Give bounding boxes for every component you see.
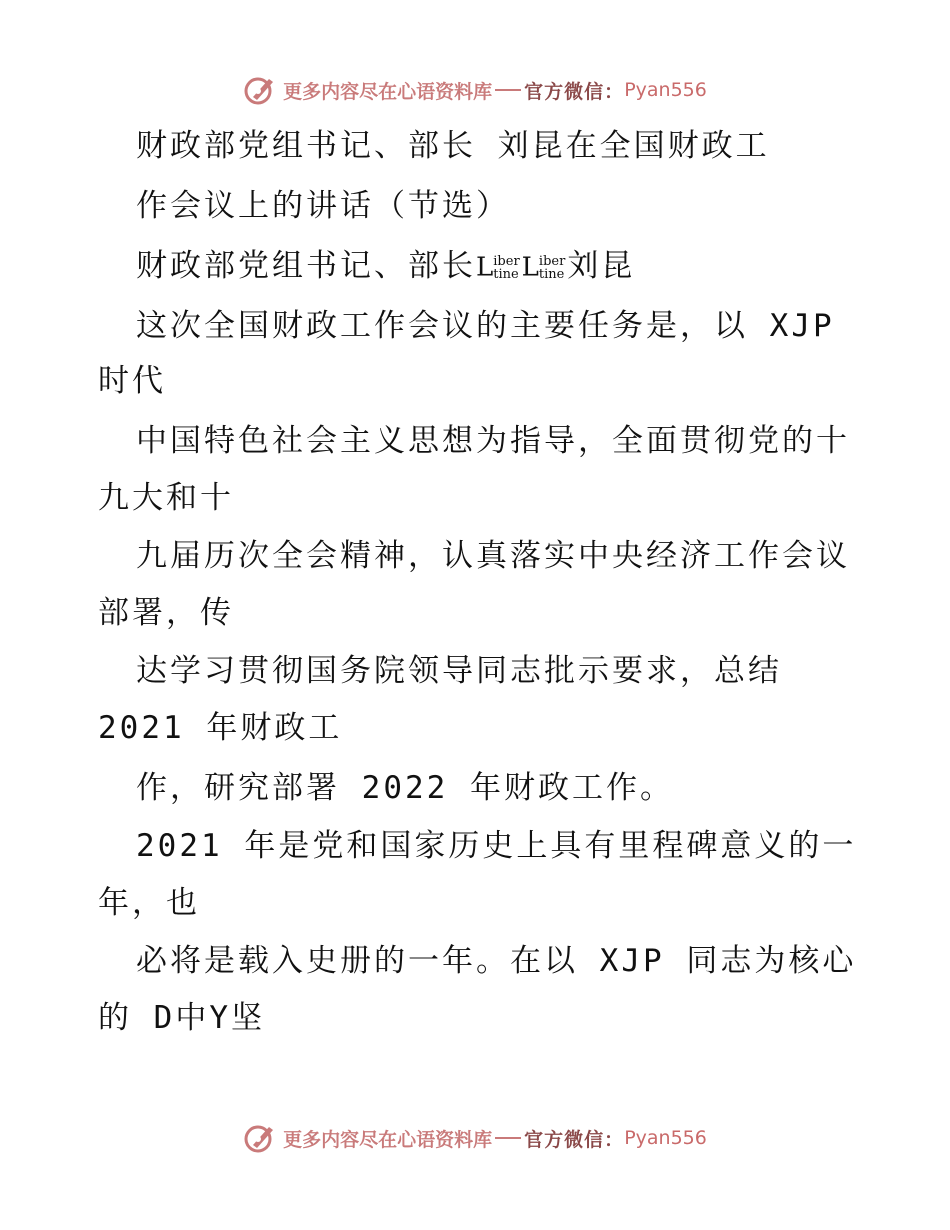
text-line: 2021 年是党和国家历史上具有里程碑意义的一 [136,828,857,864]
ligature-glyph: Liber tine [521,252,566,282]
ligature-glyph: Liber tine [476,252,520,282]
text-line: 作会议上的讲话（节选） [136,188,510,224]
text-line: 九大和十 [98,480,234,516]
watermark-text: 更多内容尽在心语资料库 [283,1128,493,1151]
watermark-wechat-id: Pyan556 [624,1127,707,1149]
watermark-footer [0,1118,950,1158]
watermark-wechat-label: 官方微信： [524,1128,625,1151]
text-segment: 刘昆 [567,248,636,284]
watermark-dash [495,89,521,91]
text-line: 达学习贯彻国务院领导同志批示要求，总结 [136,653,782,689]
watermark-dash [495,1137,521,1139]
text-line: 的 D中Y坚 [98,1000,265,1036]
text-line: 中国特色社会主义思想为指导，全面贯彻党的十 [136,423,850,459]
text-line-with-ligature [136,238,635,294]
text-line: 这次全国财政工作会议的主要任务是，以 XJP [136,308,835,344]
text-line: 必将是载入史册的一年。在以 XJP 同志为核心 [136,943,857,979]
pen-logo-icon [243,73,277,107]
watermark-header [0,70,950,110]
text-line: 部署，传 [98,595,234,631]
text-line: 年，也 [98,885,200,921]
watermark-text: 更多内容尽在心语资料库 [283,80,493,103]
watermark-wechat-id: Pyan556 [624,79,707,101]
text-line: 财政部党组书记、部长 刘昆在全国财政工 [136,128,770,164]
text-line: 2021 年财政工 [98,710,343,746]
text-line: 时代 [98,363,166,399]
pen-logo-icon [243,1121,277,1155]
watermark-wechat-label: 官方微信： [524,80,625,103]
text-line: 九届历次全会精神，认真落实中央经济工作会议 [136,538,850,574]
text-line: 作，研究部署 2022 年财政工作。 [136,770,674,806]
text-segment: 财政部党组书记、部长 [136,248,476,284]
